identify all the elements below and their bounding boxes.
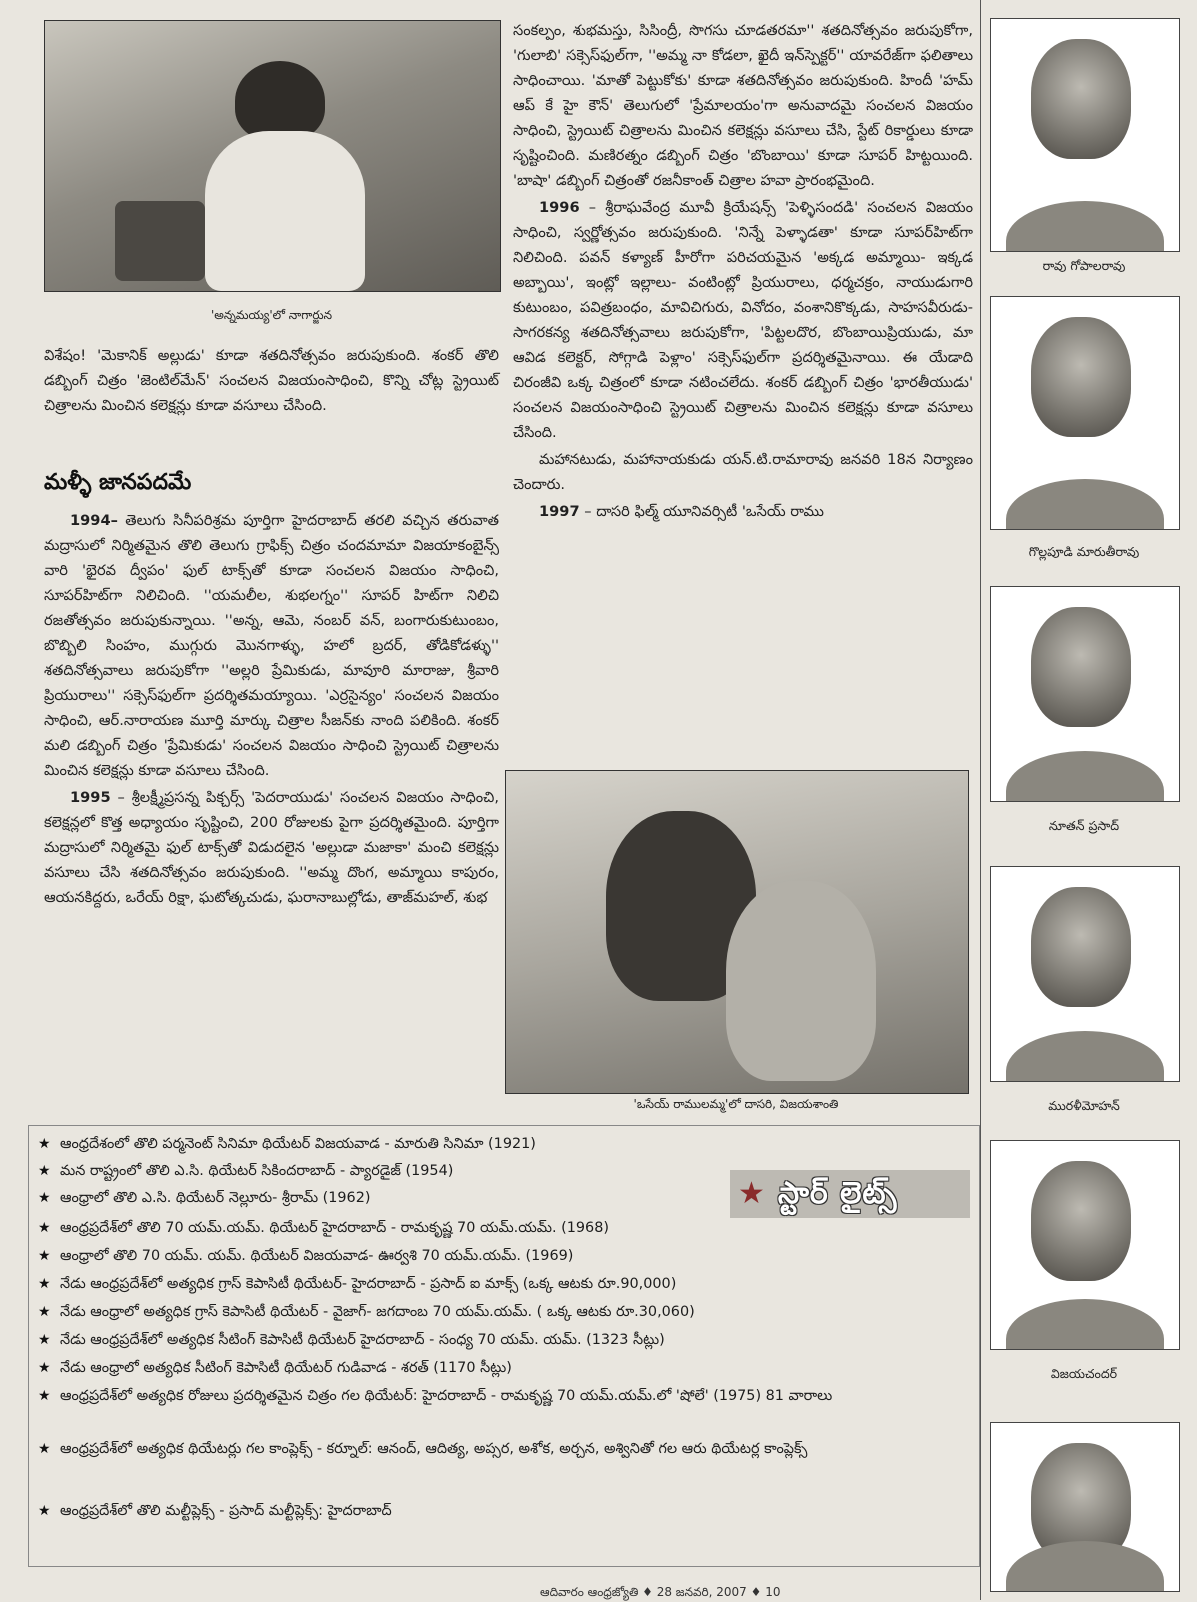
fact-item: ★ ఆంధ్రప్రదేశ్‌లో తొలి 70 యమ్.యమ్. థియేటర్ హైదరాబాద్ - రామకృష్ణ 70 యమ్.యమ్. (1968) (38, 1220, 609, 1236)
fact-item: ★ ఆంధ్రాలో తొలి ఎ.సి. థియేటర్ నెల్లూరు- శ్రీరామ్ (1962) (38, 1190, 371, 1206)
side-caption-3: నూతన్ ప్రసాద్ (1048, 818, 1120, 833)
side-caption-2: గొల్లపూడి మారుతీరావు (1028, 544, 1140, 559)
fact-item: ★ నేడు ఆంధ్రప్రదేశ్‌లో అత్యధిక సీటింగ్ కెపాసిటీ థియేటర్ హైదరాబాద్ - సంధ్య 70 యమ్. యమ్. (1323 సీట్లు) (38, 1332, 665, 1348)
fact-item: ★ నేడు ఆంధ్రాలో అత్యధిక సీటింగ్ కెపాసిటీ థియేటర్ గుడివాడ - శరత్ (1170 సీట్లు) (38, 1360, 512, 1376)
left-column-1994: 1994– తెలుగు సినీపరిశ్రమ పూర్తిగా హైదరాబాద్ తరలి వచ్చిన తరువాత మద్రాసులో నిర్మితమైన తొలి తెలుగు గ్రాఫిక్స్ చిత్రం చందమామా విజయాకంబైన్స్ వారి 'భైరవ ద్వీపం' ఫుల్ టాక్స్‌తో కూడా సంచలన విజయం సాధించి, సూపర్‌హిట్‌గా నిలిచింది. ''యమలీల, శుభలగ్నం'' సూపర్ హిట్‌గా నిలిచి రజతోత్సవం జరుపుకున్నాయి. ''అన్న, ఆమె, నంబర్ వన్, బంగారుకుటుంబం, బొబ్బిలి సింహం, ముగ్గురు మొనగాళ్ళు, హలో బ్రదర్, తోడికోడళ్ళు'' శతదినోత్సవాలు జరుపుకోగా ''అల్లరి ప్రేమికుడు, మావూరి మారాజు, శ్రీవారి ప్రియురాలు'' సక్సెస్‌ఫుల్‌గా ప్రదర్శితమయ్యాయి. 'ఎర్రసైన్యం' సంచలన విజయం సాధించి, ఆర్.నారాయణ మూర్తి మార్కు చిత్రాల సీజన్‌కు నాంది పలికింది. శంకర్ మలి డబ్బింగ్ చిత్రం 'ప్రేమికుడు' సంచలన విజయం సాధించి స్ట్రెయిట్ చిత్రాలను మించిన కలెక్షన్లు కూడా వసూలు చేసింది. 1995 – శ్రీలక్ష్మీప్రసన్న పిక్చర్స్ 'పెదరాయుడు' సంచలన విజయం సాధించి, కలెక్షన్లలో కొత్త అధ్యాయం సృష్టించి, 200 రోజులకు పైగా ప్రదర్శితమైంది. పూర్తిగా మద్రాసులో నిర్మితమై ఫుల్ టాక్స్‌తో విడుదలైన 'అల్లుడా మజాకా' మంచి కలెక్షన్లు వసూలు చేసి శతదినోత్సవం జరుపుకుంది. ''అమ్మ దొంగ, అమ్మాయి కాపురం, ఆయనకిద్దరు, ఒరేయ్ రిక్షా, ఘటోత్కచుడు, ఘరానాబుల్లోడు, తాజ్‌మహల్, శుభ (44, 512, 499, 906)
annamayya-caption: 'అన్నమయ్య'లో నాగార్జున (210, 308, 333, 322)
ntr-note: మహానటుడు, మహానాయకుడు యన్.టి.రామారావు జనవరి 18న నిర్యాణం చెందారు. (513, 451, 973, 493)
side-caption-1: రావు గోపాలరావు (1042, 258, 1126, 273)
side-photo-2 (990, 296, 1180, 530)
fact-item: ★ నేడు ఆంధ్రాలో అత్యధిక గ్రాస్ కెపాసిటీ థియేటర్ - వైజాగ్- జగదాంబ 70 యమ్.యమ్. ( ఒక్క ఆటకు రూ.30,060) (38, 1304, 695, 1320)
page-footer: ఆదివారం ఆంధ్రజ్యోతి ♦ 28 జనవరి, 2007 ♦ 10 (540, 1585, 781, 1599)
section-heading: మళ్ళీ జానపదమే (44, 470, 192, 495)
year-1996: 1996 (539, 199, 580, 216)
middle-column: సంకల్పం, శుభమస్తు, సిసింద్రీ, సొగసు చూడతరమా'' శతదినోత్సవం జరుపుకోగా, 'గులాబి' సక్సెస్‌ఫుల్‌గా, ''అమ్మ నా కోడలా, ఖైదీ ఇన్‌స్పెక్టర్'' యావరేజ్‌గా ఫలితాలు సాధించాయి. 'మాతో పెట్టుకోకు' కూడా శతదినోత్సవం జరుపుకుంది. హిందీ 'హమ్ ఆప్ కే హై కౌన్' తెలుగులో 'ప్రేమాలయం'గా అనువాదమై సంచలన విజయం సాధించి, స్ట్రెయిట్ చిత్రాలను మించిన కలెక్షన్లు వసూలు చేసి, స్టేట్ రికార్డులు కూడా సృష్టించింది. మణిరత్నం డబ్బింగ్ చిత్రం 'బొంబాయి' కూడా సూపర్ హిట్టయింది. 'బాషా' డబ్బింగ్ చిత్రంతో రజనీకాంత్ చిత్రాల హవా ప్రారంభమైంది. 1996 – శ్రీరాఘవేంద్ర మూవీ క్రియేషన్స్ 'పెళ్ళిసందడి' సంచలన విజయం సాధించి, స్వర్ణోత్సవం జరుపుకుంది. 'నిన్నే పెళ్ళాడతా' కూడా సూపర్‌హిట్‌గా నిలిచింది. పవన్ కళ్యాణ్ హీరోగా పరిచయమైన 'అక్కడ అమ్మాయి- ఇక్కడ అబ్బాయి', ఇంట్లో ఇల్లాలు- వంటింట్లో ప్రియురాలు, ధర్మచక్రం, నాయుడుగారి కుటుంబం, పవిత్రబంధం, మావిచిగురు, వినోదం, వంశానికొక్కడు, సాహసవీరుడు-సాగరకన్య శతదినోత్సవాలు జరుపుకోగా, 'పిట్టలదొర, బొంబాయిప్రియుడు, మా ఆవిడ కలెక్టర్, సోగ్గాడి పెళ్లాం' సక్సెస్‌ఫుల్‌గా ప్రదర్శితమైనాయి. ఈ యేడాది చిరంజీవి ఒక్క చిత్రంలో కూడా నటించలేదు. శంకర్ డబ్బింగ్ చిత్రం 'భారతీయుడు' సంచలన విజయంసాధించి స్ట్రెయిట్ చిత్రాలను మించిన కలెక్షన్లు కూడా వసూలు చేసింది. మహానటుడు, మహానాయకుడు యన్.టి.రామారావు జనవరి 18న నిర్యాణం చెందారు. 1997 – దాసరి ఫిల్మ్ యూనివర్సిటీ 'ఒసేయ్ రాము (513, 22, 973, 520)
year-1997: 1997 (539, 503, 580, 520)
side-photo-5 (990, 1140, 1180, 1350)
side-caption-5: విజయచందర్ (1050, 1366, 1118, 1381)
side-photo-1 (990, 18, 1180, 252)
osey-ramulamma-caption: 'ఒసేయ్ రాములమ్మ'లో దాసరి, విజయశాంతి (633, 1097, 839, 1111)
column-divider (980, 0, 981, 1600)
osey-ramulamma-photo (505, 770, 969, 1094)
side-photo-6 (990, 1422, 1180, 1592)
side-photo-3 (990, 586, 1180, 802)
star-lights-title: స్టార్ లైట్స్ (778, 1176, 898, 1211)
annamayya-photo (44, 20, 501, 292)
fact-item: ★ ఆంధ్రదేశంలో తొలి పర్మనెంట్ సినిమా థియేటర్ విజయవాడ - మారుతి సినిమా (1921) (38, 1136, 536, 1152)
side-caption-4: మురళీమోహన్ (1048, 1098, 1120, 1113)
fact-item: ★ ఆంధ్రప్రదేశ్‌లో అత్యధిక రోజులు ప్రదర్శితమైన చిత్రం గల థియేటర్: హైదరాబాద్ - రామకృష్ణ 70 యమ్.యమ్.లో 'షోలే' (1975) 81 వారాలు (38, 1388, 833, 1404)
left-column-intro: విశేషం! 'మెకానిక్ అల్లుడు' కూడా శతదినోత్సవం జరుపుకుంది. శంకర్ తొలి డబ్బింగ్ చిత్రం 'జెంటిల్‌మేన్' సంచలన విజయంసాధించి, కొన్ని చోట్ల స్ట్రెయిట్ చిత్రాలను మించిన కలెక్షన్లు కూడా వసూలు చేసింది. (44, 347, 499, 414)
fact-item: ★ ఆంధ్రాలో తొలి 70 యమ్. యమ్. థియేటర్ విజయవాడ- ఊర్వశి 70 యమ్.యమ్. (1969) (38, 1248, 574, 1264)
side-photo-4 (990, 866, 1180, 1082)
star-icon: ★ (738, 1176, 765, 1211)
fact-item: ★ ఆంధ్రప్రదేశ్‌లో తొలి మల్టీప్లెక్స్ - ప్రసాద్ మల్టీప్లెక్స్: హైదరాబాద్ (38, 1503, 392, 1519)
fact-item: ★ నేడు ఆంధ్రప్రదేశ్‌లో అత్యధిక గ్రాస్ కెపాసిటీ థియేటర్- హైదరాబాద్ - ప్రసాద్ ఐ మాక్స్ (ఒక్క ఆటకు రూ.90,000) (38, 1276, 677, 1292)
fact-item: ★ మన రాష్ట్రంలో తొలి ఎ.సి. థియేటర్ సికిందరాబాద్ - ప్యారడైజ్ (1954) (38, 1163, 454, 1179)
year-1995: 1995 (70, 789, 111, 806)
fact-item: ★ ఆంధ్రప్రదేశ్‌లో అత్యధిక థియేటర్లు గల కాంప్లెక్స్ - కర్నూల్: ఆనంద్, ఆదిత్య, అప్సర, అశోక, అర్చన, అశ్వినితో గల ఆరు థియేటర్ల కాంప్లెక్స్ (38, 1441, 808, 1457)
year-1994: 1994– (70, 512, 118, 529)
